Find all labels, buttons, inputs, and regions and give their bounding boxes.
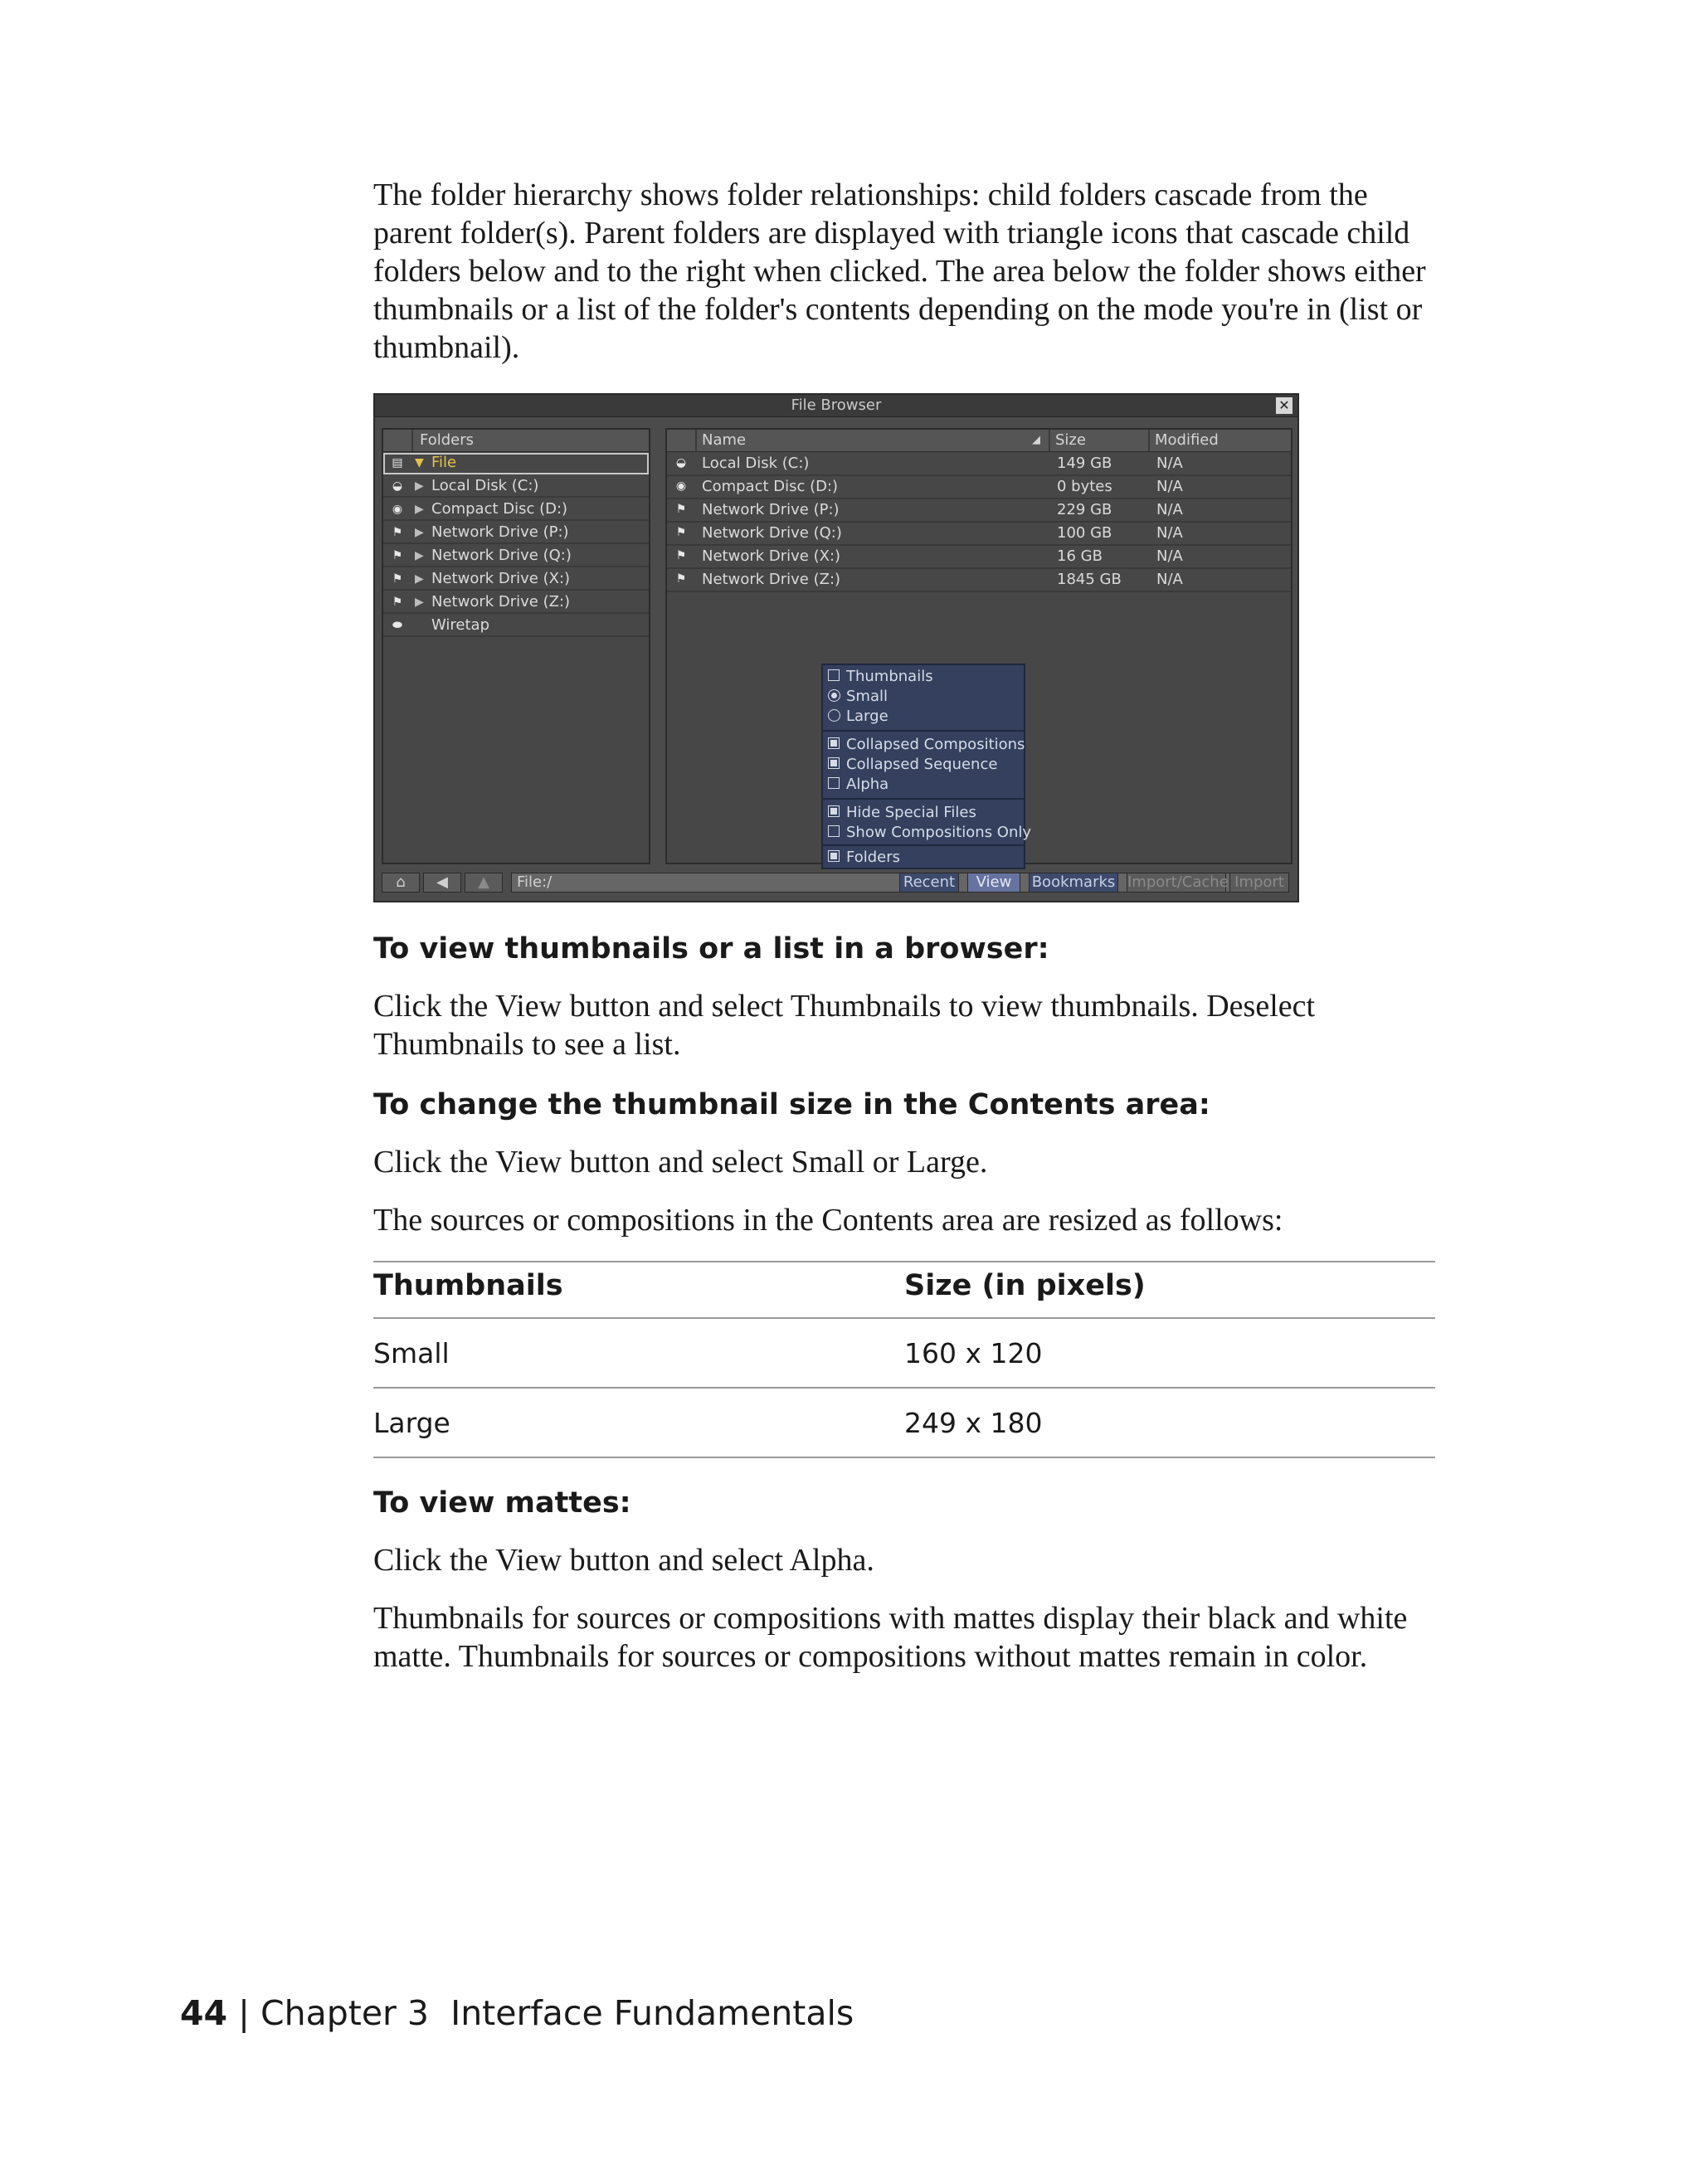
hard-disk-icon: ◒ (675, 456, 687, 469)
para-change-size: Click the View button and select Small or Large. (373, 1145, 988, 1180)
table-cell: 249 x 180 (904, 1407, 1043, 1439)
home-icon[interactable]: ⌂ (382, 873, 420, 893)
content-size: 1845 GB (1057, 571, 1122, 588)
network-drive-icon: ⚑ (675, 549, 687, 562)
checkbox-icon (828, 825, 840, 837)
back-icon[interactable]: ◀ (423, 873, 461, 893)
contents-header (667, 430, 1291, 452)
content-size: 0 bytes (1057, 478, 1112, 495)
folder-row[interactable] (383, 453, 649, 474)
table-rule (373, 1317, 1435, 1319)
network-drive-icon: ⚑ (675, 526, 687, 539)
folder-label: Local Disk (C:) (431, 477, 539, 494)
checkbox-checked-icon (828, 737, 840, 749)
menu-item-small[interactable] (828, 687, 888, 707)
para-mattes-2: Thumbnails for sources or compositions with mattes display their black and white matte. Thumbnails for sources or compositions without mattes remain in color. (373, 1601, 1408, 1674)
table-cell: Small (373, 1337, 450, 1369)
menu-item-folders[interactable] (828, 848, 900, 868)
table-header-size: Size (in pixels) (904, 1269, 1146, 1302)
menu-item-collapsed-compositions-label: Collapsed Compositions (846, 736, 1025, 753)
content-modified: N/A (1156, 524, 1183, 542)
network-drive-icon: ⚑ (392, 549, 403, 562)
checkbox-icon (828, 777, 840, 789)
menu-item-large-label: Large (846, 708, 888, 725)
menu-item-thumbnails[interactable] (828, 667, 933, 687)
folder-row[interactable] (383, 523, 649, 544)
column-header-size[interactable]: Size (1055, 431, 1086, 449)
view-menu (821, 664, 1032, 869)
import-cache-button[interactable]: Import/Cache (1127, 873, 1229, 891)
folder-row[interactable] (383, 546, 649, 567)
content-modified: N/A (1156, 455, 1183, 472)
file-browser-title-bar (375, 395, 1297, 417)
triangle-right-icon[interactable]: ▶ (415, 596, 424, 609)
radio-selected-icon (828, 689, 840, 702)
folder-label: Network Drive (P:) (431, 523, 569, 541)
network-drive-icon: ⚑ (675, 572, 687, 586)
wiretap-icon: ⬬ (392, 619, 402, 632)
section-mattes (373, 1486, 1452, 1520)
folder-label: Network Drive (Z:) (431, 593, 571, 610)
view-button[interactable]: View (967, 873, 1020, 893)
footer-separator: | (238, 1993, 250, 2033)
content-row[interactable] (667, 476, 1291, 499)
menu-item-thumbnails-label: Thumbnails (846, 668, 933, 685)
folders-header (383, 430, 649, 452)
triangle-down-icon[interactable]: ▼ (415, 456, 424, 469)
menu-item-hide-special-files-label: Hide Special Files (846, 804, 976, 821)
triangle-right-icon[interactable]: ▶ (415, 526, 424, 539)
network-drive-icon: ⚑ (675, 503, 687, 516)
content-name: Network Drive (P:) (702, 501, 840, 518)
recent-button[interactable]: Recent (899, 873, 959, 893)
menu-item-alpha-label: Alpha (846, 776, 889, 793)
table-cell: Large (373, 1407, 450, 1439)
para-mattes-wrap (373, 1541, 1452, 1579)
menu-item-show-compositions-only[interactable] (828, 823, 1031, 843)
content-row[interactable] (667, 546, 1291, 569)
column-header-modified[interactable]: Modified (1155, 431, 1219, 449)
content-row[interactable] (667, 453, 1291, 476)
content-name: Network Drive (X:) (702, 547, 841, 565)
table-header-thumbnails: Thumbnails (373, 1269, 563, 1302)
heading-mattes: To view mattes: (373, 1486, 631, 1520)
menu-item-folders-label: Folders (846, 849, 901, 866)
triangle-right-icon[interactable]: ▶ (415, 549, 424, 562)
import-button[interactable]: Import (1229, 873, 1289, 893)
para-resized-wrap (373, 1201, 1452, 1239)
folder-label: Network Drive (Q:) (431, 547, 572, 564)
content-row[interactable] (667, 569, 1291, 592)
intro-paragraph: The folder hierarchy shows folder relationships: child folders cascade from the parent folder(s). Parent folders are displayed with triangle icons that cascade child folders below and to the right when clicked. The area below the folder shows either thumbnails or a list of the folder's contents depending on the mode you're in (list or thumbnail). (373, 178, 1426, 365)
para-thumbnails-list: Click the View button and select Thumbnails to view thumbnails. Deselect Thumbnails to see a list. (373, 989, 1316, 1062)
page-number: 44 (180, 1993, 228, 2033)
path-value: File:/ (517, 873, 553, 891)
triangle-right-icon[interactable]: ▶ (415, 479, 424, 493)
folder-label: Wiretap (431, 616, 489, 634)
content-name: Network Drive (Q:) (702, 524, 842, 542)
content-modified: N/A (1156, 571, 1183, 588)
folder-row[interactable] (383, 615, 649, 637)
content-size: 100 GB (1057, 524, 1112, 542)
folder-row[interactable] (383, 476, 649, 498)
heading-thumbnails-list: To view thumbnails or a list in a browser: (373, 932, 1049, 966)
para-thumbnails-list-wrap (373, 987, 1452, 1063)
menu-item-collapsed-sequence[interactable] (828, 755, 997, 775)
network-drive-icon: ⚑ (392, 572, 403, 586)
cd-icon: ◉ (675, 479, 687, 493)
content-size: 229 GB (1057, 501, 1112, 518)
folder-label: Network Drive (X:) (431, 570, 571, 587)
menu-item-alpha[interactable] (828, 775, 888, 795)
para-mattes-2-wrap (373, 1599, 1452, 1676)
table-cell: 160 x 120 (904, 1337, 1043, 1369)
content-name: Local Disk (C:) (702, 455, 810, 472)
folders-header-label: Folders (420, 431, 475, 449)
triangle-right-icon[interactable]: ▶ (415, 503, 424, 516)
table-rule (373, 1387, 1435, 1389)
network-drive-icon: ⚑ (392, 526, 403, 539)
menu-divider (823, 798, 1024, 800)
menu-item-large[interactable] (828, 707, 888, 727)
bookmarks-button[interactable]: Bookmarks (1029, 873, 1118, 893)
checkbox-checked-icon (828, 805, 840, 817)
menu-item-collapsed-sequence-label: Collapsed Sequence (846, 756, 998, 773)
section-change-size (373, 1088, 1452, 1121)
footer-chapter-title: Interface Fundamentals (450, 1993, 854, 2033)
content-row[interactable] (667, 499, 1291, 523)
checkbox-checked-icon (828, 850, 840, 862)
folder-icon: ▤ (392, 456, 403, 469)
heading-change-size: To change the thumbnail size in the Contents area: (373, 1088, 1210, 1121)
table-rule (373, 1457, 1435, 1458)
content-name: Network Drive (Z:) (702, 571, 841, 588)
hard-disk-icon: ◒ (392, 479, 403, 493)
content-row[interactable] (667, 523, 1291, 546)
triangle-right-icon[interactable]: ▶ (415, 572, 424, 586)
sort-icon[interactable]: ◢ (1032, 434, 1040, 446)
content-name: Compact Disc (D:) (702, 478, 839, 495)
radio-icon (828, 709, 840, 722)
folder-label: Compact Disc (D:) (431, 500, 568, 518)
content-modified: N/A (1156, 501, 1183, 518)
menu-item-small-label: Small (846, 688, 888, 705)
menu-item-collapsed-compositions[interactable] (828, 735, 1025, 755)
content-modified: N/A (1156, 478, 1183, 495)
close-icon[interactable]: ✕ (1276, 397, 1293, 414)
page-footer (180, 1992, 854, 2034)
para-mattes: Click the View button and select Alpha. (373, 1543, 874, 1578)
folder-row[interactable] (383, 569, 649, 591)
folder-row[interactable] (383, 592, 649, 614)
folder-label: File (431, 454, 457, 471)
checkbox-checked-icon (828, 757, 840, 769)
content-size: 149 GB (1057, 455, 1112, 472)
column-header-name[interactable]: Name (702, 431, 747, 449)
para-resized: The sources or compositions in the Contents area are resized as follows: (373, 1203, 1283, 1238)
checkbox-icon (828, 669, 840, 681)
menu-item-hide-special-files[interactable] (828, 803, 976, 823)
content-modified: N/A (1156, 547, 1183, 565)
network-drive-icon: ⚑ (392, 596, 403, 609)
cd-icon: ◉ (392, 503, 403, 516)
folders-pane (382, 428, 650, 864)
file-browser-title: File Browser (791, 396, 882, 414)
footer-chapter: Chapter 3 (260, 1993, 430, 2033)
intro-text-block (373, 176, 1452, 367)
menu-divider (823, 844, 1024, 846)
para-change-size-wrap (373, 1143, 1452, 1181)
table-rule (373, 1261, 1435, 1262)
folder-row[interactable] (383, 499, 649, 521)
section-thumbnails-list (373, 932, 1452, 966)
up-icon[interactable]: ▲ (465, 873, 503, 893)
content-size: 16 GB (1057, 547, 1103, 565)
menu-item-show-compositions-only-label: Show Compositions Only (846, 824, 1032, 841)
menu-divider (823, 730, 1024, 732)
